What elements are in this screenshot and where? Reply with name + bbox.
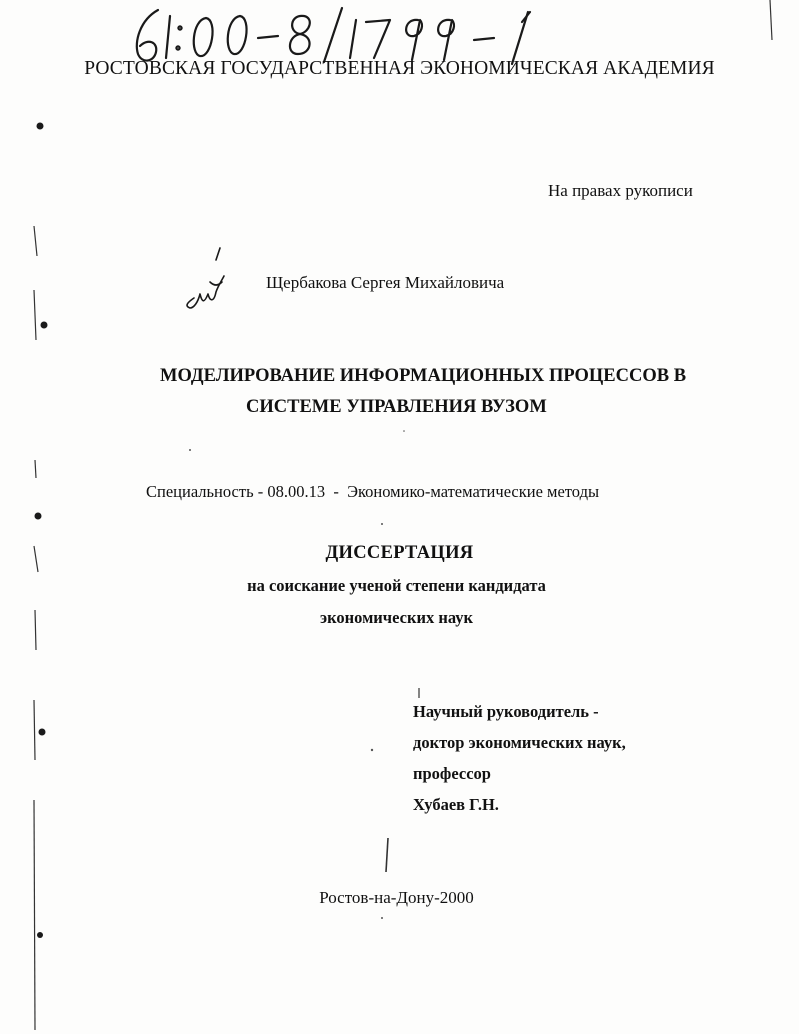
advisor-rank: профессор <box>413 764 491 783</box>
pen-stroke <box>386 838 388 872</box>
scan-margin-line <box>34 700 35 760</box>
dissertation-title-line-2: СИСТЕМЕ УПРАВЛЕНИЯ ВУЗОМ <box>246 397 547 417</box>
scan-speck <box>37 123 44 130</box>
scan-speck <box>39 729 46 736</box>
scan-margin-line <box>34 226 37 256</box>
advisor-role: Научный руководитель - <box>413 702 599 721</box>
scan-speck <box>41 322 48 329</box>
handwritten-signature <box>180 246 234 312</box>
dissertation-title-line-1: МОДЕЛИРОВАНИЕ ИНФОРМАЦИОННЫХ ПРОЦЕССОВ В <box>160 366 687 386</box>
specialty-line: Специальность - 08.00.13 - Экономико-математические методы <box>146 482 600 501</box>
scan-margin-line <box>34 290 36 340</box>
scan-speck <box>37 932 43 938</box>
scan-speck <box>381 917 383 919</box>
advisor-degree: доктор экономических наук, <box>413 733 626 752</box>
advisor-name: Хубаев Г.Н. <box>413 795 499 814</box>
scan-margin-line <box>34 800 35 1030</box>
institution-name: РОСТОВСКАЯ ГОСУДАРСТВЕННАЯ ЭКОНОМИЧЕСКАЯ АКАДЕМИЯ <box>84 58 715 79</box>
dissertation-heading: ДИССЕРТАЦИЯ <box>325 543 474 563</box>
manuscript-note: На правах рукописи <box>548 181 693 200</box>
scan-speck <box>403 430 405 432</box>
scan-speck <box>381 523 383 525</box>
degree-line-1: на соискание ученой степени кандидата <box>247 576 546 595</box>
scan-speck <box>371 749 373 751</box>
scan-speck <box>35 513 42 520</box>
scan-margin-line <box>35 460 36 478</box>
author-name: Щербакова Сергея Михайловича <box>266 273 505 292</box>
degree-line-2: экономических наук <box>319 608 474 627</box>
scan-margin-line <box>770 0 772 40</box>
scan-speck <box>189 449 191 451</box>
city-year: Ростов-на-Дону-2000 <box>319 888 474 907</box>
